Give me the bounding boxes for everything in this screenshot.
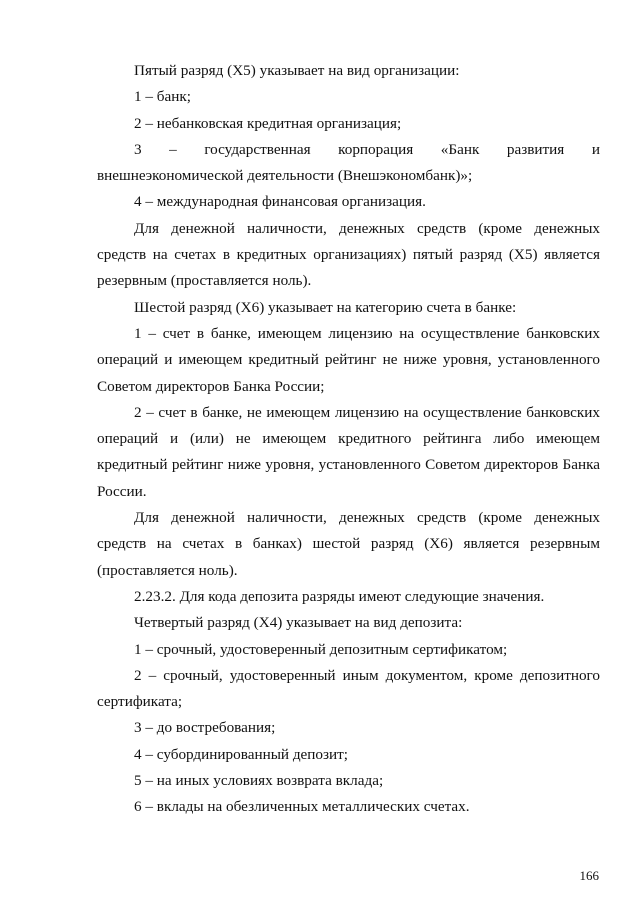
paragraph-x4-item-3: 3 – до востребования; — [134, 719, 276, 737]
paragraph-x4-intro: Четвертый разряд (X4) указывает на вид депозита: — [134, 614, 463, 632]
paragraph-x4-item-6: 6 – вклады на обезличенных металлических счетах. — [134, 798, 470, 816]
paragraph-x5-item-4: 4 – международная финансовая организация. — [134, 193, 426, 211]
page-number: 166 — [579, 868, 599, 883]
paragraph-x5-reserved-note: Для денежной наличности, денежных средств (кроме денежных средств на счетах в кредитных организациях) пятый разряд (X5) является резервным (проставляется ноль). — [97, 219, 600, 290]
paragraph-x4-item-2: 2 – срочный, удостоверенный иным документом, кроме депозитного сертификата; — [97, 666, 600, 711]
paragraph-section-2-23-2: 2.23.2. Для кода депозита разряды имеют следующие значения. — [134, 587, 545, 605]
paragraph-x6-item-2: 2 – счет в банке, не имеющем лицензию на осуществление банковских операций и (или) не имеющем кредитного рейтинга либо имеющем кредитный рейтинг ниже уровня, установленного Советом директоров Банка России. — [97, 403, 600, 500]
paragraph-x5-item-3: 3 – государственная корпорация «Банк развития и внешнеэкономической деятельности (Внешэкономбанк)»; — [97, 140, 600, 185]
document-page — [97, 58, 600, 821]
paragraph-x4-item-1: 1 – срочный, удостоверенный депозитным сертификатом; — [134, 640, 508, 658]
paragraph-x6-reserved-note: Для денежной наличности, денежных средств (кроме денежных средств на счетах в банках) шестой разряд (X6) является резервным (проставляется ноль). — [97, 509, 600, 579]
paragraph-x5-intro: Пятый разряд (X5) указывает на вид организации: — [134, 62, 460, 79]
paragraph-x4-item-5: 5 – на иных условиях возврата вклада; — [134, 772, 384, 790]
paragraph-x4-item-4: 4 – субординированный депозит; — [134, 745, 348, 763]
paragraph-x6-intro: Шестой разряд (X6) указывает на категорию счета в банке: — [134, 298, 517, 316]
paragraph-x5-item-1: 1 – банк; — [134, 88, 191, 106]
paragraph-x5-item-2: 2 – небанковская кредитная организация; — [134, 114, 402, 132]
paragraph-x6-item-1: 1 – счет в банке, имеющем лицензию на осуществление банковских операций и имеющем кредитный рейтинг не ниже уровня, установленного Советом директоров Банка России; — [97, 324, 600, 395]
